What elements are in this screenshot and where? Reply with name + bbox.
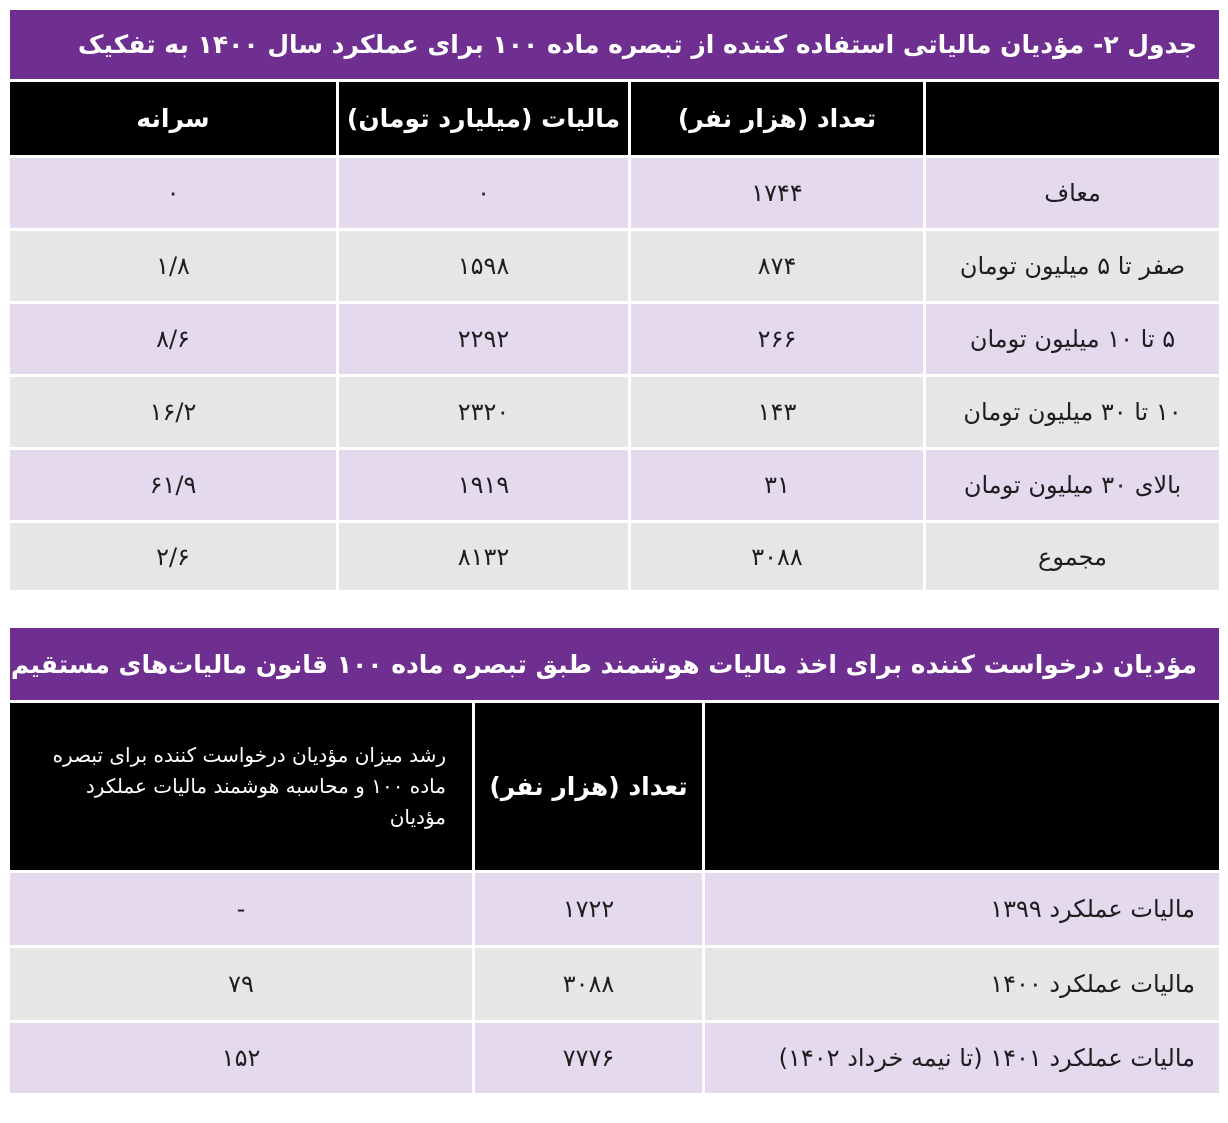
per-capita-value: ۰ [10,158,336,228]
tax-value: ۲۲۹۲ [336,304,628,374]
count-value: ۱۴۳ [628,377,923,447]
category-label: ۱۰ تا ۳۰ میلیون تومان [923,377,1219,447]
count-value: ۳۱ [628,450,923,520]
count-value: ۸۷۴ [628,231,923,301]
per-capita-value: ۱/۸ [10,231,336,301]
category-label: معاف [923,158,1219,228]
growth-value: ۱۵۲ [10,1023,472,1093]
year-label: مالیات عملکرد ۱۴۰۱ (تا نیمه خرداد ۱۴۰۲) [702,1023,1219,1093]
per-capita-value: ۸/۶ [10,304,336,374]
table1-header-per-capita: سرانه [10,82,336,155]
table2-header-row [10,703,1219,873]
count-value: ۳۰۸۸ [472,948,702,1020]
category-label: ۵ تا ۱۰ میلیون تومان [923,304,1219,374]
count-value: ۱۷۴۴ [628,158,923,228]
category-label: صفر تا ۵ میلیون تومان [923,231,1219,301]
per-capita-value: ۱۶/۲ [10,377,336,447]
year-label: مالیات عملکرد ۱۳۹۹ [702,873,1219,945]
table1-header-row [10,82,1219,158]
table2-header-category [702,703,1219,870]
table-row [10,158,1219,231]
count-value: ۱۷۲۲ [472,873,702,945]
tax-value: ۱۹۱۹ [336,450,628,520]
category-label: مجموع [923,523,1219,590]
table2-title: مؤدیان درخواست کننده برای اخذ مالیات هوشمند طبق تبصره ماده ۱۰۰ قانون مالیات‌های مستقیم [10,628,1219,703]
growth-value: - [10,873,472,945]
tax-value: ۲۳۲۰ [336,377,628,447]
category-label: بالای ۳۰ میلیون تومان [923,450,1219,520]
table1-header-tax: مالیات (میلیارد تومان) [336,82,628,155]
per-capita-value: ۲/۶ [10,523,336,590]
table2-header-growth: رشد میزان مؤدیان درخواست کننده برای تبصره ماده ۱۰۰ و محاسبه هوشمند مالیات عملکرد مؤدیان [10,703,472,870]
table1-header-category [923,82,1219,155]
table1-header-count: تعداد (هزار نفر) [628,82,923,155]
table-row [10,377,1219,450]
table-row [10,304,1219,377]
year-label: مالیات عملکرد ۱۴۰۰ [702,948,1219,1020]
table-row [10,1023,1219,1093]
tax-value: ۸۱۳۲ [336,523,628,590]
table-smart-tax-applicants [10,628,1219,1093]
count-value: ۲۶۶ [628,304,923,374]
growth-value: ۷۹ [10,948,472,1020]
per-capita-value: ۶۱/۹ [10,450,336,520]
table-row [10,873,1219,948]
table-row [10,948,1219,1023]
table-taxpayers-1400 [10,10,1219,593]
count-value: ۷۷۷۶ [472,1023,702,1093]
tax-value: ۰ [336,158,628,228]
table1-title: جدول ۲- مؤدیان مالیاتی استفاده کننده از تبصره ماده ۱۰۰ برای عملکرد سال ۱۴۰۰ به تفکیک [10,10,1219,82]
table-row-total [10,523,1219,593]
table-row [10,450,1219,523]
table-row [10,231,1219,304]
count-value: ۳۰۸۸ [628,523,923,590]
tax-value: ۱۵۹۸ [336,231,628,301]
table2-header-count: تعداد (هزار نفر) [472,703,702,870]
